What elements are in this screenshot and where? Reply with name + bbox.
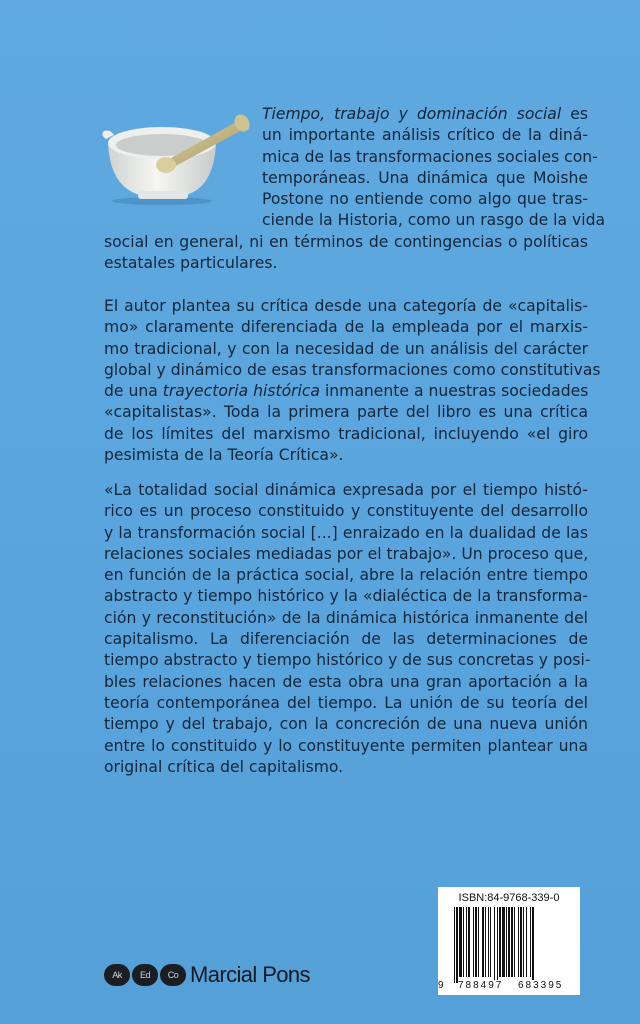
publisher-circle-icon: Co [160, 964, 186, 986]
text-line: El autor plantea su crítica desde una categoría de «capitalis- [104, 297, 588, 315]
text-line: entre lo constituido y lo constituyente permiten plantear una [104, 736, 588, 755]
text-line: teoría contemporánea del tiempo. La unión de su teoría del [104, 693, 588, 712]
text-line: «La totalidad social dinámica expresada por el tiempo histó- [104, 481, 588, 499]
book-title: Tiempo, trabajo y dominación social [262, 105, 562, 123]
barcode-left-digits: 788497 [458, 980, 504, 991]
text-line: pesimista de la Teoría Crítica». [104, 446, 344, 465]
text-line: temporáneas. Una dinámica que Moishe [262, 168, 588, 187]
barcode-bar [482, 907, 484, 977]
text-line: ción y reconstitución» de la dinámica histórica inmanente del [104, 608, 588, 627]
barcode-bar [506, 907, 507, 977]
barcode-bar [488, 907, 489, 977]
text-line: rico es un proceso constituido y constituyente del desarrollo [104, 502, 588, 521]
barcode-right-digits: 683395 [518, 980, 564, 991]
publisher-logo-circles [104, 964, 186, 986]
text-line: capitalismo. La diferenciación de las determinaciones de [104, 630, 588, 649]
text-line: ciende la Historia, como un rasgo de la vida [262, 211, 606, 230]
barcode-bar [454, 907, 455, 983]
text-line: un importante análisis crítico de la diná- [262, 126, 588, 145]
isbn-barcode [438, 887, 580, 995]
quote-paragraph [104, 480, 591, 778]
text-fragment: inmanente a nuestras sociedades [320, 382, 589, 401]
text-line: global y dinámico de esas transformaciones como constitutivas [104, 360, 601, 379]
text-line: mica de las transformaciones sociales con- [262, 147, 598, 166]
text-line: bles relaciones hacen de esta obra una gran aportación a la [104, 672, 588, 691]
text-line: en función de la práctica social, abre la relación entre tiempo [104, 566, 588, 585]
publisher-circle-icon: Ed [132, 964, 158, 986]
barcode-bar [468, 907, 470, 977]
barcode-bar [459, 907, 462, 977]
text-fragment: es [561, 105, 588, 123]
barcode-bar [508, 907, 510, 977]
barcode-bar [523, 907, 524, 977]
publisher-logo [104, 962, 310, 988]
text-line: estatales particulares. [104, 254, 278, 273]
text-line: de los límites del marxismo tradicional, incluyendo «el giro [104, 424, 588, 443]
barcode-lead-digit: 9 [438, 980, 444, 991]
barcode-bar [502, 907, 505, 977]
text-line: original crítica del capitalismo. [104, 757, 344, 776]
text-line: y la transformación social [...] enraizado en la dualidad de las [104, 523, 588, 542]
publisher-circle-icon: Ak [104, 964, 130, 986]
barcode-bar [485, 907, 486, 977]
text-line [104, 104, 588, 125]
text-line: abstracto y tiempo histórico y la «dialéctica de la transforma- [104, 587, 588, 606]
barcode-bars [442, 907, 576, 983]
barcode-bar [530, 907, 531, 977]
intro-paragraph [104, 104, 606, 274]
text-line: social en general, ni en términos de contingencias o políticas [104, 232, 588, 251]
barcode-bar [511, 907, 513, 977]
barcode-bar [475, 907, 477, 977]
text-line: mo» claramente diferenciada de la empleada por el marxis- [104, 318, 588, 337]
barcode-bar [526, 907, 527, 977]
isbn-label: ISBN:84-9768-339-0 [458, 892, 560, 904]
barcode-bar [478, 907, 479, 977]
text-fragment: de una [104, 382, 163, 401]
barcode-bar [499, 907, 501, 977]
barcode-bar [494, 907, 495, 983]
text-line: tiempo abstracto y tiempo histórico y de sus concretas y posi- [104, 651, 591, 670]
publisher-name: Marcial Pons [190, 962, 310, 987]
text-line: mo tradicional, y con la necesidad de un análisis del carácter [104, 339, 588, 358]
barcode-bar [497, 907, 498, 983]
barcode-bar [456, 907, 458, 983]
barcode-bar [473, 907, 474, 977]
text-line [104, 381, 588, 402]
italic-phrase: trayectoria histórica [162, 382, 320, 401]
text-line: tiempo y del trabajo, con la concreción de una nueva unión [104, 715, 588, 734]
barcode-bar [466, 907, 467, 977]
barcode-bar [514, 907, 515, 977]
barcode-bar [463, 907, 464, 977]
text-line: Postone no entiende como algo que tras- [262, 190, 588, 209]
barcode-bar [520, 907, 522, 977]
text-line: relaciones sociales mediadas por el trabajo». Un proceso que, [104, 544, 589, 563]
critique-paragraph [104, 296, 601, 466]
barcode-bar [490, 907, 491, 977]
text-line: «capitalistas». Toda la primera parte del libro es una crítica [104, 403, 588, 422]
barcode-bar [532, 907, 534, 983]
barcode-bar [518, 907, 519, 977]
